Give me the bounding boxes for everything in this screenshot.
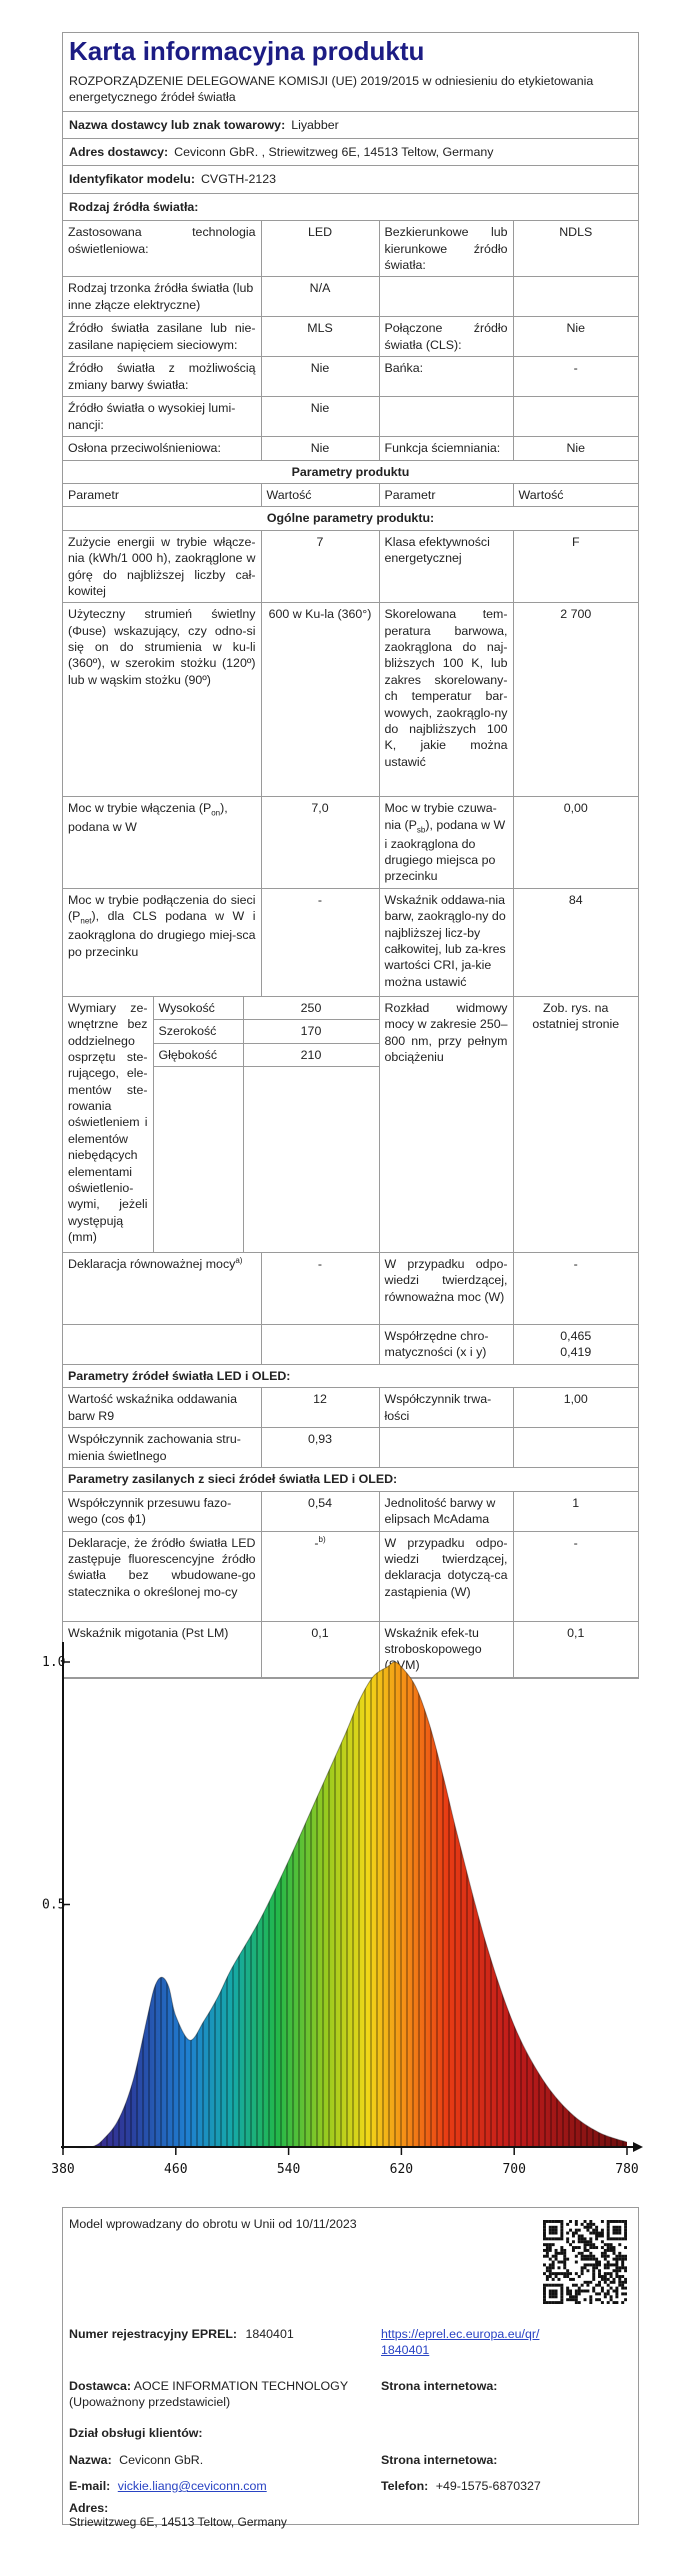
- phone-value: +49-1575-6870327: [435, 2479, 541, 2493]
- phone-row: [381, 2478, 541, 2494]
- colour-consistency-value: 1: [513, 1491, 638, 1531]
- colour-tunable-value: Nie: [261, 357, 379, 397]
- fluorescent-replacement-label: Deklaracje, że źródło światła LED zastępuje fluorescencyjne źródło światła bez wbudowane-go statecznika o określonej mo-cy: [63, 1531, 261, 1621]
- page-title: Karta informacyjna produktu: [69, 36, 425, 66]
- dimmable-label: Funkcja ściemniania:: [379, 437, 513, 460]
- depth-value: 210: [243, 1043, 379, 1066]
- energy-class-value: F: [513, 530, 638, 603]
- x-tick-label: 460: [164, 2162, 188, 2177]
- table-row: [63, 530, 638, 603]
- cls-value: Nie: [513, 317, 638, 357]
- address-label: Adres dostawcy:: [69, 145, 169, 160]
- service-website-label: Strona internetowa:: [381, 2453, 498, 2467]
- table-row: [63, 888, 638, 996]
- model-label: Identyfikator modelu:: [69, 172, 195, 187]
- directional-value: NDLS: [513, 221, 638, 277]
- anti-glare-value: Nie: [261, 437, 379, 460]
- flicker-label: Wskaźnik migotania (Pst LM): [63, 1621, 261, 1677]
- lumen-maintenance-label: Współczynnik zachowania stru-mienia świetlnego: [63, 1428, 261, 1468]
- on-mode-power-value: 7,0: [261, 797, 379, 889]
- table-row: [63, 1531, 638, 1621]
- table-row: [63, 1468, 638, 1491]
- table-row: [63, 1324, 638, 1364]
- customer-service-label: Dział obsługi klientów:: [69, 2426, 203, 2440]
- displacement-factor-value: 0,54: [261, 1491, 379, 1531]
- stroboscopic-label: Wskaźnik efek-tu stroboskopowego (SVM): [379, 1621, 513, 1677]
- email-label: E-mail:: [69, 2479, 111, 2493]
- fluorescent-replacement-value: -$^{b)}$: [261, 1531, 379, 1621]
- high-luminance-label: Źródło światła o wysokiej lumi-nancji:: [63, 397, 261, 437]
- table-row: [63, 277, 638, 317]
- model-row: [63, 166, 638, 193]
- column-header-parameter: Parametr: [379, 484, 513, 507]
- envelope-label: Bańka:: [379, 357, 513, 397]
- cap-type-value: N/A: [261, 277, 379, 317]
- displacement-factor-label: Współczynnik przesuwu fazo-wego (cos ϕ1): [63, 1491, 261, 1531]
- cct-value: 2 700: [513, 603, 638, 797]
- spectral-distribution-label: Rozkład widmowy mocy w zakresie 250–800 nm, przy pełnym obciążeniu: [379, 996, 513, 1252]
- replacement-claim-value: -: [513, 1531, 638, 1621]
- table-row: [63, 996, 638, 1252]
- eprel-link[interactable]: https://eprel.ec.europa.eu/qr/1840401: [381, 2327, 540, 2358]
- table-row: [63, 1364, 638, 1387]
- column-header-parameter: Parametr: [63, 484, 261, 507]
- eprel-value: 1840401: [245, 2327, 294, 2341]
- dostawca-value: AOCE INFORMATION TECHNOLOGY (Upoważnony przedstawiciel): [69, 2379, 348, 2410]
- table-row: [63, 221, 638, 277]
- technology-value: LED: [261, 221, 379, 277]
- light-source-type-table: [63, 221, 638, 1678]
- standby-power-label: Moc w trybie czuwa-nia $(P_{sb})$, podana w W i zaokrąglona do drugiego miejsca po przecinku: [379, 797, 513, 889]
- table-row: [63, 1252, 638, 1324]
- mains-label: Źródło światła zasilane lub nie-zasilane napięciem sieciowym:: [63, 317, 261, 357]
- cap-type-label: Rodzaj trzonka źródła światła (lub inne złącze elektryczne): [63, 277, 261, 317]
- table-row: [63, 317, 638, 357]
- height-value: 250: [243, 997, 379, 1020]
- supplier-value: Liyabber: [291, 117, 339, 132]
- energy-class-label: Klasa efektywności energetycznej: [379, 530, 513, 603]
- energy-consumption-value: 7: [261, 530, 379, 603]
- table-row: [63, 1491, 638, 1531]
- supplier-row: [63, 112, 638, 139]
- empty-cell: [379, 277, 513, 317]
- general-parameters-header: Ogólne parametry produktu:: [63, 507, 638, 530]
- address-footer-label: Adres:: [69, 2501, 109, 2515]
- empty-cell: [243, 1066, 379, 1251]
- table-row: [63, 397, 638, 437]
- lumen-maintenance-value: 0,93: [261, 1428, 379, 1468]
- x-axis-arrow: [633, 2142, 643, 2152]
- high-luminance-value: Nie: [261, 397, 379, 437]
- r9-label: Wartość wskaźnika oddawania barw R9: [63, 1388, 261, 1428]
- equivalent-power-claim-label: Deklaracja równoważnej mocy$^{a)}$: [63, 1252, 261, 1324]
- table-row: [63, 1388, 638, 1428]
- cct-label: Skorelowana tem-peratura barwowa, zaokrąglona do naj-bliższych 100 K, lub zakres skorelowany-ch temperatur bar-wowych, zaokrąglo-ny do najbliższych 100 K, jakie można ustawić: [379, 603, 513, 797]
- table-row: [63, 460, 638, 483]
- standby-power-value: 0,00: [513, 797, 638, 889]
- stroboscopic-value: 0,1: [513, 1621, 638, 1677]
- table-row: [63, 797, 638, 889]
- regulation-subtitle: ROZPORZĄDZENIE DELEGOWANE KOMISJI (UE) 2019/2015 w odniesieniu do etykietowania energetycznego źródeł światła: [69, 73, 594, 105]
- equivalent-power-claim-value: -: [261, 1252, 379, 1324]
- qr-code-icon[interactable]: [543, 2220, 627, 2304]
- depth-label: Głębokość: [153, 1043, 243, 1066]
- address-value: Ceviconn GbR. , Striewitzweg 6E, 14513 Teltow, Germany: [174, 145, 494, 160]
- dostawca-row: [69, 2378, 369, 2411]
- on-mode-power-label: Moc w trybie włączenia $(P_{on})$, podana w W: [63, 797, 261, 889]
- chromaticity-label: Współrzędne chro-matyczności (x i y): [379, 1324, 513, 1364]
- dimmable-value: Nie: [513, 437, 638, 460]
- service-name-value: Ceviconn GbR.: [119, 2453, 204, 2467]
- empty-cell: [63, 1324, 261, 1364]
- sheet-header: [63, 33, 638, 112]
- width-value: 170: [243, 1020, 379, 1043]
- y-tick-label: 0.5: [42, 1897, 66, 1913]
- table-row: [63, 507, 638, 530]
- cri-label: Wskaźnik oddawa-nia barw, zaokrąglo-ny do najbliższej licz-by całkowitej, lub za-kres wartości CRI, ja-kie można ustawić: [379, 888, 513, 996]
- equivalent-power-label: W przypadku odpo-wiedzi twierdzącej, równoważna moc (W): [379, 1252, 513, 1324]
- eprel-label: Numer rejestracyjny EPREL:: [69, 2327, 238, 2341]
- empty-cell: [513, 277, 638, 317]
- survival-factor-value: 1,00: [513, 1388, 638, 1428]
- dostawca-label: Dostawca:: [69, 2379, 131, 2393]
- useful-flux-label: Użyteczny strumień świetlny (Φuse) wskazujący, czy odno-si się on do strumienia w ku-li (360º), w szerokim stożku (120º) lub w wąskim stożku (90º): [63, 603, 261, 797]
- cls-label: Połączone źródło światła (CLS):: [379, 317, 513, 357]
- r9-value: 12: [261, 1388, 379, 1428]
- dimensions-cell: [63, 996, 379, 1252]
- service-name-label: Nazwa:: [69, 2453, 112, 2467]
- mains-value: MLS: [261, 317, 379, 357]
- anti-glare-label: Osłona przeciwolśnieniowa:: [63, 437, 261, 460]
- light-source-type-header: Rodzaj źródła światła:: [63, 194, 638, 221]
- address-row: [63, 139, 638, 166]
- technology-label: Zastosowana technologia oświetleniowa:: [63, 221, 261, 277]
- table-row: [63, 1428, 638, 1468]
- empty-cell: [513, 397, 638, 437]
- phone-label: Telefon:: [381, 2479, 429, 2493]
- column-header-value: Wartość: [513, 484, 638, 507]
- table-row: [63, 603, 638, 797]
- product-information-sheet: [62, 32, 639, 1679]
- registration-footer: [62, 2207, 639, 2529]
- replacement-claim-label: W przypadku odpo-wiedzi twierdzącej, deklaracja dotyczą-ca zastąpienia (W): [379, 1531, 513, 1621]
- empty-cell: [379, 1428, 513, 1468]
- column-header-value: Wartość: [261, 484, 379, 507]
- chromaticity-value: [513, 1324, 638, 1364]
- email-link[interactable]: vickie.liang@ceviconn.com: [117, 2479, 267, 2493]
- supplier-label: Nazwa dostawcy lub znak towarowy:: [69, 117, 286, 132]
- dimensions-table: [63, 997, 379, 1252]
- product-parameters-header: Parametry produktu: [63, 460, 638, 483]
- led-parameters-header: Parametry źródeł światła LED i OLED:: [63, 1364, 638, 1387]
- spectral-power-distribution-chart: [40, 1622, 660, 2192]
- envelope-value: -: [513, 357, 638, 397]
- x-tick-label: 380: [51, 2162, 75, 2177]
- network-power-label: Moc w trybie podłączenia do sieci $(P_{net})$, dla CLS podana w W i zaokrąglona do drugiego miej-sca po przecinku: [63, 888, 261, 996]
- survival-factor-label: Współczynnik trwa-łości: [379, 1388, 513, 1428]
- energy-consumption-label: Zużycie energii w trybie włącze-nia (kWh/1 000 h), zaokrąglone w górę do najbliższej liczby cał-kowitej: [63, 530, 261, 603]
- x-tick-label: 540: [276, 2162, 301, 2177]
- x-tick-label: 620: [389, 2162, 414, 2177]
- chromaticity-x: 0,465: [560, 1328, 592, 1343]
- colour-tunable-label: Źródło światła z możliwością zmiany barwy światła:: [63, 357, 261, 397]
- useful-flux-value: 600 w Ku-la (360°): [261, 603, 379, 797]
- table-row: [63, 357, 638, 397]
- chromaticity-y: 0,419: [560, 1345, 592, 1360]
- eprel-row: [69, 2326, 294, 2342]
- equivalent-power-value: -: [513, 1252, 638, 1324]
- x-tick-label: 700: [502, 2162, 526, 2177]
- width-label: Szerokość: [153, 1020, 243, 1043]
- chart-plot-area: [42, 1642, 643, 2177]
- table-row: [63, 484, 638, 507]
- table-row: [63, 437, 638, 460]
- service-name-row: [69, 2452, 203, 2468]
- empty-cell: [379, 397, 513, 437]
- mains-led-parameters-header: Parametry zasilanych z sieci źródeł światła LED i OLED:: [63, 1468, 638, 1491]
- height-label: Wysokość: [153, 997, 243, 1020]
- address-footer-value: Striewitzweg 6E, 14513 Teltow, Germany: [69, 2515, 287, 2529]
- colour-consistency-label: Jednolitość barwy w elipsach McAdama: [379, 1491, 513, 1531]
- directional-label: Bezkierunkowe lub kierunkowe źródło światła:: [379, 221, 513, 277]
- model-value: CVGTH-2123: [200, 172, 277, 187]
- empty-cell: [513, 1428, 638, 1468]
- market-date: Model wprowadzany do obrotu w Unii od 10/11/2023: [69, 2217, 357, 2231]
- empty-cell: [261, 1324, 379, 1364]
- network-power-value: -: [261, 888, 379, 996]
- email-row: [69, 2478, 267, 2494]
- cri-value: 84: [513, 888, 638, 996]
- dostawca-website-label: Strona internetowa:: [381, 2379, 498, 2393]
- x-tick-label: 780: [615, 2162, 639, 2177]
- spectral-distribution-value: Zob. rys. na ostatniej stronie: [513, 996, 638, 1252]
- dimensions-label: Wymiary ze-wnętrzne bez oddzielnego osprzętu ste-rującego, ele-mentów ste-rowania oświetleniem i elementów niebędących elementami oświetlenio-wymi, jeżeli występują (mm): [63, 997, 153, 1252]
- flicker-value: 0,1: [261, 1621, 379, 1677]
- y-tick-label: 1.0: [42, 1655, 66, 1670]
- empty-cell: [153, 1066, 243, 1251]
